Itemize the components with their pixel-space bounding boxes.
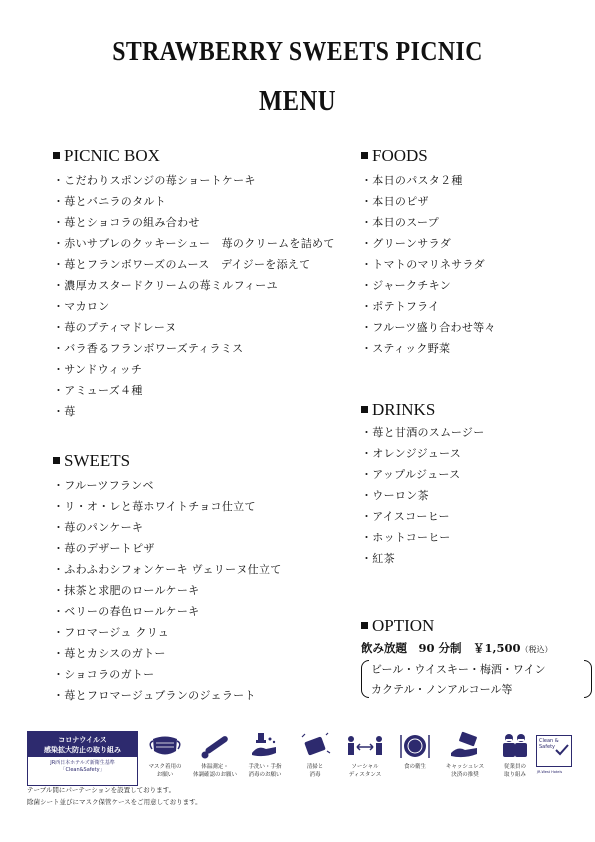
- list-item: ・ふわふわシフォンケーキ ヴェリーヌ仕立て: [53, 563, 282, 576]
- list-item: ・オレンジジュース: [361, 447, 462, 460]
- cashless-icon: [448, 731, 482, 761]
- list-item: ・アップルジュース: [361, 468, 461, 481]
- list-item: ・苺とカシスのガトー: [53, 647, 166, 660]
- list-item: ・フルーツフランベ: [53, 479, 154, 492]
- bullet-square-icon: [361, 152, 368, 159]
- social-distance-icon: [345, 731, 385, 761]
- list-item: ・濃厚カスタードクリームの苺ミルフィーユ: [53, 279, 278, 292]
- drinks-section: [361, 400, 485, 569]
- thermometer-icon: [198, 731, 232, 761]
- food-hygiene-measure: 食の衛生: [390, 731, 440, 772]
- foods-heading: FOODS: [361, 146, 496, 166]
- bullet-square-icon: [53, 457, 60, 464]
- list-item: ・苺: [53, 405, 76, 418]
- list-item: ・マカロン: [53, 300, 110, 313]
- mask-measure: マスク着用の お願い: [140, 731, 190, 779]
- list-item: ・ベリーの春色ロールケーキ: [53, 605, 200, 618]
- list-item: ・ジャークチキン: [361, 279, 452, 292]
- list-item: ・ポテトフライ: [361, 300, 440, 313]
- list-item: ・本日のパスタ２種: [361, 174, 463, 187]
- list-item: ・苺のプティマドレーヌ: [53, 321, 177, 334]
- list-item: ・苺とフランボワーズのムース デイジーを添えて: [53, 258, 311, 271]
- list-item: ・苺とバニラのタルト: [53, 195, 166, 208]
- note-partition: テーブル間にパーテーションを設置しております。: [27, 786, 176, 794]
- covid-box-sub1: JR西日本ホテルズ新衛生基準: [50, 760, 115, 766]
- list-item: ・苺とショコラの組み合わせ: [53, 216, 200, 229]
- cashless-measure: キャッシュレス 決済の推奨: [440, 731, 490, 779]
- temperature-measure: 体温測定・ 体調確認のお願い: [190, 731, 240, 779]
- distance-measure: ソーシャル ディスタンス: [340, 731, 390, 779]
- drink-options-line2: カクテル・ノンアルコール等: [371, 683, 513, 696]
- footer-notes: [27, 784, 202, 808]
- list-item: ・グリーンサラダ: [361, 237, 452, 250]
- list-item: ・本日のピザ: [361, 195, 429, 208]
- covid-measures-box: [27, 731, 138, 786]
- picnic-box-heading: PICNIC BOX: [53, 146, 335, 166]
- foods-section: [361, 146, 496, 359]
- list-item: ・サンドウィッチ: [53, 363, 143, 376]
- left-parenthesis: [361, 660, 369, 698]
- bullet-square-icon: [361, 406, 368, 413]
- option-heading: OPTION: [361, 616, 586, 636]
- picnic-box-section: [53, 146, 335, 422]
- covid-box-sub2: 「Clean&Safety」: [60, 767, 105, 773]
- free-flow-plan: 飲み放題 90 分制 ￥1,500（税込）: [361, 641, 553, 655]
- list-item: ・苺のパンケーキ: [53, 521, 144, 534]
- list-item: ・赤いサブレのクッキーシュー 苺のクリームを詰めて: [53, 237, 335, 250]
- menu-subtitle: MENU: [258, 86, 337, 117]
- cleaning-icon: [298, 731, 332, 761]
- list-item: ・フルーツ盛り合わせ等々: [361, 321, 496, 334]
- list-item: ・ショコラのガトー: [53, 668, 155, 681]
- list-item: ・スティック野菜: [361, 342, 451, 355]
- list-item: ・リ・オ・レと苺ホワイトチョコ仕立て: [53, 500, 256, 513]
- drink-options: [361, 660, 586, 700]
- sweets-section: [53, 451, 282, 706]
- right-parenthesis: [584, 660, 592, 698]
- hygiene-icons: [140, 731, 570, 787]
- list-item: ・本日のスープ: [361, 216, 439, 229]
- hand-wash-measure: 手洗い・手指 消毒のお願い: [240, 731, 290, 779]
- food-hygiene-icon: [398, 731, 432, 761]
- hand-wash-icon: [248, 731, 282, 761]
- list-item: ・抹茶と求肥のロールケーキ: [53, 584, 200, 597]
- list-item: ・苺のデザートピザ: [53, 542, 155, 555]
- list-item: ・アミューズ４種: [53, 384, 143, 397]
- staff-measure: 従業員の 取り組み: [490, 731, 540, 779]
- list-item: ・アイスコーヒー: [361, 510, 450, 523]
- clean-safety-badge: Clean & Safety JR-West Hotels: [536, 735, 572, 767]
- sweets-list: [53, 475, 282, 706]
- bullet-square-icon: [361, 622, 368, 629]
- list-item: ・苺とフロマージュブランのジェラート: [53, 689, 256, 702]
- picnic-box-list: [53, 170, 335, 422]
- checkmark-icon: [555, 744, 569, 756]
- list-item: ・苺と甘酒のスムージー: [361, 426, 485, 439]
- mask-icon: [148, 731, 182, 761]
- list-item: ・フロマージュ クリュ: [53, 626, 170, 639]
- drinks-heading: DRINKS: [361, 400, 485, 420]
- list-item: ・ウーロン茶: [361, 489, 429, 502]
- cleaning-measure: 清掃と 消毒: [290, 731, 340, 779]
- menu-title: STRAWBERRY SWEETS PICNIC: [112, 36, 483, 66]
- covid-box-title2: 感染拡大防止の取り組み: [44, 746, 121, 754]
- bullet-square-icon: [53, 152, 60, 159]
- drinks-list: [361, 422, 485, 569]
- list-item: ・紅茶: [361, 552, 395, 565]
- list-item: ・バラ香るフランボワーズティラミス: [53, 342, 244, 355]
- list-item: ・トマトのマリネサラダ: [361, 258, 485, 271]
- sweets-heading: SWEETS: [53, 451, 282, 471]
- option-section: [361, 616, 586, 700]
- staff-icon: [498, 731, 532, 761]
- drink-options-line1: ビール・ウイスキー・梅酒・ワイン: [371, 663, 546, 676]
- foods-list: [361, 170, 496, 359]
- note-sanitizer: 除菌シート並びにマスク保管ケースをご用意しております。: [27, 798, 202, 806]
- list-item: ・ホットコーヒー: [361, 531, 451, 544]
- list-item: ・こだわりスポンジの苺ショートケーキ: [53, 174, 256, 187]
- covid-box-title1: コロナウイルス: [58, 736, 107, 744]
